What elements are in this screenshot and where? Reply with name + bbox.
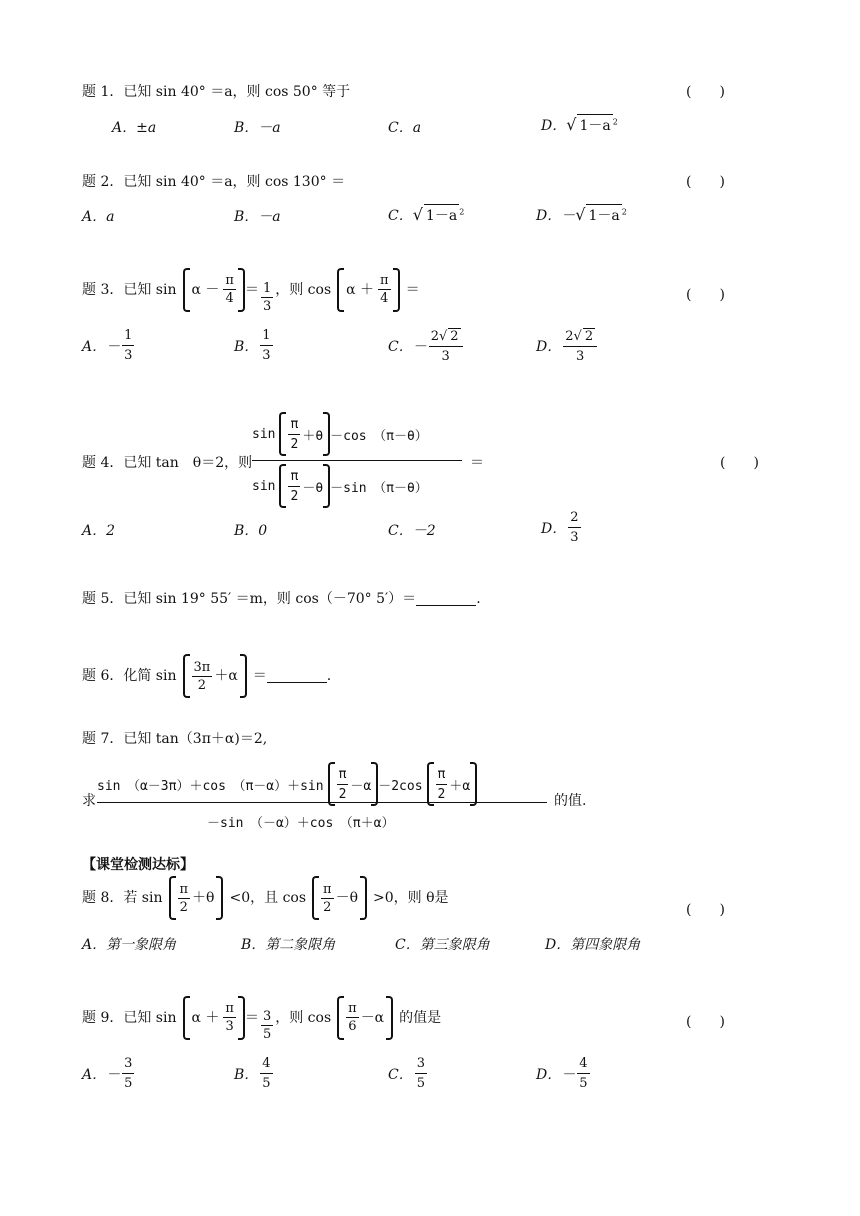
frac-num [429,328,463,347]
frac-den: 5 [416,1076,425,1091]
frac-num [563,328,597,347]
frac-num: π [225,273,234,288]
left-bracket [279,464,286,508]
q2-stem [82,175,345,189]
q9-paren-group-1 [183,996,245,1040]
q2-option-d [536,204,627,225]
q3-stem [82,266,420,313]
q1-option-d-exp: 2 [612,117,618,127]
frac-num: π [380,273,389,288]
q9-option-a-frac [122,1056,134,1091]
frac-num: 2 [568,510,580,528]
frac-num: π [179,881,189,897]
q7-num-paren-2 [427,762,478,806]
q1-text: 已知 sin 40° ＝a，则 cos 50° 等于 [123,84,351,100]
frac-num: 3 [122,1056,134,1074]
q5-label: 题 5． [82,591,124,607]
q8-plus-theta: ＋θ [192,890,215,906]
q9-stem [82,994,441,1041]
q3-option-d-label: D． [536,339,562,355]
q8-minus-theta: －θ [335,890,359,906]
q4-answer-paren: ( ) [720,455,759,471]
q7-fraction-bar [97,802,547,803]
q9-option-d-label: D．－ [536,1066,576,1083]
q6-label: 题 6． [82,668,124,684]
q5-text: 已知 sin 19° 55′ ＝m，则 cos（－70° 5′）＝ [123,591,417,607]
q9-pre: 已知 sin [123,1009,177,1026]
frac-num: π [348,1001,357,1016]
q4-option-d [541,510,583,545]
q4-denominator [252,464,462,508]
q3-option-b [234,328,275,363]
q8-option-c: C．第三象限角 [395,937,490,953]
right-bracket [386,996,393,1040]
left-bracket [328,762,335,806]
q4-option-d-label: D． [541,520,567,537]
q3-option-b-label: B． [234,338,259,355]
q7-stem [82,732,267,746]
q2-option-c-label: C． [388,208,413,224]
q8-frac-pi-2b [321,883,334,914]
frac-den: 2 [290,488,299,504]
q3-mid: ，则 cos [275,281,332,298]
frac-den: 3 [576,349,585,364]
q7-big-fraction [97,762,549,831]
q8-tail: >0，则 θ是 [373,890,449,906]
q3-option-c-label: C．－ [388,339,427,355]
frac-den: 5 [262,1076,271,1091]
q1-option-c: C．a [388,120,422,136]
q3-inner1: α － [191,281,220,298]
frac-den: 3 [441,349,450,364]
q9-mid: ，则 cos [275,1009,332,1026]
q9-option-d [536,1056,592,1091]
frac-den: 4 [225,291,234,306]
q3-eq: ＝ [244,281,259,298]
q9-paren-group-2 [337,996,393,1040]
left-bracket [337,996,344,1040]
q8-option-a: A．第一象限角 [82,937,177,953]
q4-stem [82,456,252,470]
frac-num: 4 [260,1056,272,1074]
q3-frac-pi-4b [378,274,391,305]
q9-answer-paren: ( ) [686,1014,725,1030]
frac-den: 6 [348,1019,357,1034]
q9-option-c-frac [415,1056,427,1091]
right-bracket [238,996,245,1040]
q3-paren-group-1 [183,268,245,312]
frac-den: 5 [579,1076,588,1091]
frac-den: 2 [197,677,207,693]
q9-tail: 的值是 [399,1009,442,1026]
q9-option-a-label: A．－ [82,1066,121,1083]
frac-num: π [436,767,448,785]
q4-fraction-bar [252,460,462,461]
q9-minus-alpha: －α [360,1009,385,1026]
q4-label: 题 4． [82,455,124,471]
q7-qiu: 求 [82,793,96,809]
frac-num: 1 [262,281,272,296]
q5-answer-blank[interactable] [416,593,476,606]
q6-stem [82,654,331,698]
q8-stem [82,876,449,920]
radicand: 2 [584,329,594,344]
sqrt-icon: √ [566,115,577,134]
q7-num-paren-1 [328,762,379,806]
frac-den: 2 [338,786,347,802]
frac-den: 2 [179,899,188,915]
q2-option-d-radicand: 1－a [586,204,621,225]
q9-eq: ＝ [244,1009,259,1026]
frac-num: 1 [122,328,134,346]
left-bracket [427,762,434,806]
q3-option-a-label: A．－ [82,338,121,355]
q5-stem [82,592,481,606]
q4-numerator [252,412,462,456]
q1-label: 题 1． [82,84,124,100]
q4-num-frac [288,417,300,452]
section-header: 【课堂检测达标】 [82,857,194,873]
right-bracket [323,464,330,508]
frac-den: 3 [570,530,579,545]
frac-num: π [288,417,300,435]
q7-denominator: －sin （－α）＋cos （π＋α） [207,816,395,831]
q3-option-a [82,328,136,363]
q9-option-c [388,1056,429,1091]
q4-option-c: C．－2 [388,523,436,539]
q2-answer-paren: ( ) [686,174,725,190]
q3-option-d-frac [563,328,597,364]
q7-label: 题 7． [82,731,124,747]
q8-label: 题 8． [82,890,124,906]
q4-num-paren [279,412,330,456]
q2-option-d-exp: 2 [621,207,627,217]
q8-mid: <0，且 cos [229,890,307,906]
q2-option-c-exp: 2 [459,207,465,217]
q4-den-tail: －sin （π－θ） [330,480,428,496]
q2-option-c [388,204,464,225]
frac-num: 1 [260,328,272,346]
frac-num: 3 [415,1056,427,1074]
q9-option-b-label: B． [234,1066,259,1083]
q4-option-d-frac [568,510,580,545]
q1-option-b: B．－a [234,120,281,136]
q9-frac-pi-6 [346,1002,359,1033]
left-bracket [279,412,286,456]
q7-tail: 的值. [554,793,587,809]
frac-num: π [323,881,332,897]
q4-den-sin: sin [252,478,276,494]
q9-option-d-frac [577,1056,589,1091]
q8-pre: 若 sin [123,890,163,906]
q3-pre: 已知 sin [123,281,177,298]
q2-option-b: B．－a [234,209,281,225]
right-bracket [323,412,330,456]
q9-label: 题 9． [82,1009,124,1026]
q3-frac-1-3 [261,282,273,313]
frac-num: π [225,1001,234,1016]
q3-tail: ＝ [405,281,420,298]
left-bracket [183,268,190,312]
q3-option-c-frac [429,328,463,364]
radicand: 2 [450,329,459,344]
q9-frac-3-5 [261,1010,273,1041]
left-bracket [312,876,319,920]
frac-den: 2 [323,899,332,915]
q7-frac-pi-2a [337,767,349,802]
q4-option-b: B．0 [234,523,268,539]
q7-plus-alpha: ＋α [449,778,471,794]
frac-num: 3 [262,1009,272,1024]
left-bracket [169,876,176,920]
q1-stem [82,85,350,99]
q1-option-d [541,114,618,135]
q6-frac-3pi-2 [192,661,213,692]
q4-num-tail: －cos （π－θ） [330,428,428,444]
q7-minus-alpha: －α [350,778,372,794]
sqrt-icon: √ [412,205,423,224]
q3-option-b-frac [260,328,272,363]
q4-num-plus-theta: ＋θ [302,428,324,444]
q2-option-c-radicand: 1－a [424,204,459,225]
frac-den: 2 [437,786,446,802]
q4-den-paren [279,464,330,508]
q3-answer-paren: ( ) [686,287,725,303]
q4-num-sin: sin [252,426,276,442]
q1-option-a: A．±a [112,120,157,136]
q3-option-a-frac [122,328,134,363]
right-bracket [470,762,477,806]
q1-option-d-label: D． [541,118,567,134]
left-bracket [183,654,190,698]
q9-option-b [234,1056,275,1091]
frac-den: 4 [380,291,389,306]
frac-den: 5 [262,1027,272,1042]
q8-option-b: B．第二象限角 [241,937,336,953]
left-bracket [337,268,344,312]
q3-option-c [388,328,465,364]
q6-eq: ＝ [252,668,267,684]
q4-pre: 已知 tan θ＝2，则 [123,455,253,471]
q6-end: . [326,668,332,684]
q3-option-d [536,328,599,364]
frac-num: 4 [577,1056,589,1074]
frac-den: 3 [124,348,133,363]
q3-label: 题 3． [82,281,124,298]
q3-inner2: α ＋ [346,281,375,298]
frac-den: 3 [262,299,272,314]
coef: 2 [430,329,439,344]
frac-num: π [288,469,300,487]
q9-inner1: α ＋ [191,1009,220,1026]
q6-plus-alpha: ＋α [214,668,238,684]
left-bracket [183,996,190,1040]
q8-frac-pi-2a [178,883,191,914]
right-bracket [360,876,367,920]
q4-option-a: A．2 [82,523,116,539]
sqrt-icon: √ [439,329,448,344]
q7-num-b: －2cos [378,778,423,794]
q3-frac-pi-4 [223,274,236,305]
q9-option-b-frac [260,1056,272,1091]
q4-big-fraction [252,412,462,508]
q2-text: 已知 sin 40° ＝a，则 cos 130° ＝ [123,174,346,190]
q7-numerator [97,762,549,806]
q4-eq: ＝ [470,455,484,471]
q8-option-d: D．第四象限角 [545,937,641,953]
q4-den-frac [288,469,300,504]
right-bracket [393,268,400,312]
q9-option-c-label: C． [388,1066,413,1083]
q6-answer-blank[interactable] [267,670,327,683]
q4-den-minus-theta: －θ [302,480,324,496]
frac-den: 2 [290,436,299,452]
coef: 2 [565,329,574,344]
q2-option-d-label: D．－ [536,208,576,224]
q3-paren-group-2 [337,268,399,312]
q9-frac-pi-3 [223,1002,236,1033]
q6-pre: 化简 sin [123,668,177,684]
q7-frac-pi-2b [436,767,448,802]
right-bracket [216,876,223,920]
right-bracket [238,268,245,312]
sqrt-icon: √ [575,205,586,224]
right-bracket [240,654,247,698]
sqrt-icon: √ [573,329,582,344]
q8-paren-group-1 [169,876,224,920]
q5-end: . [476,591,481,607]
frac-num: 3π [193,659,211,675]
q1-option-d-radicand: 1－a [577,114,612,135]
q1-answer-paren: ( ) [686,84,725,100]
q6-paren-group [183,654,247,698]
q2-label: 题 2． [82,174,124,190]
q9-option-a [82,1056,136,1091]
frac-den: 3 [262,348,271,363]
frac-den: 5 [124,1076,133,1091]
frac-num: π [337,767,349,785]
q8-answer-paren: ( ) [686,902,725,918]
q8-paren-group-2 [312,876,367,920]
frac-den: 3 [225,1019,234,1034]
q7-num-a: sin （α－3π）＋cos （π－α）＋sin [97,778,324,794]
right-bracket [371,762,378,806]
q7-text: 已知 tan（3π＋α)＝2, [123,731,268,747]
q2-option-a: A．a [82,209,115,225]
